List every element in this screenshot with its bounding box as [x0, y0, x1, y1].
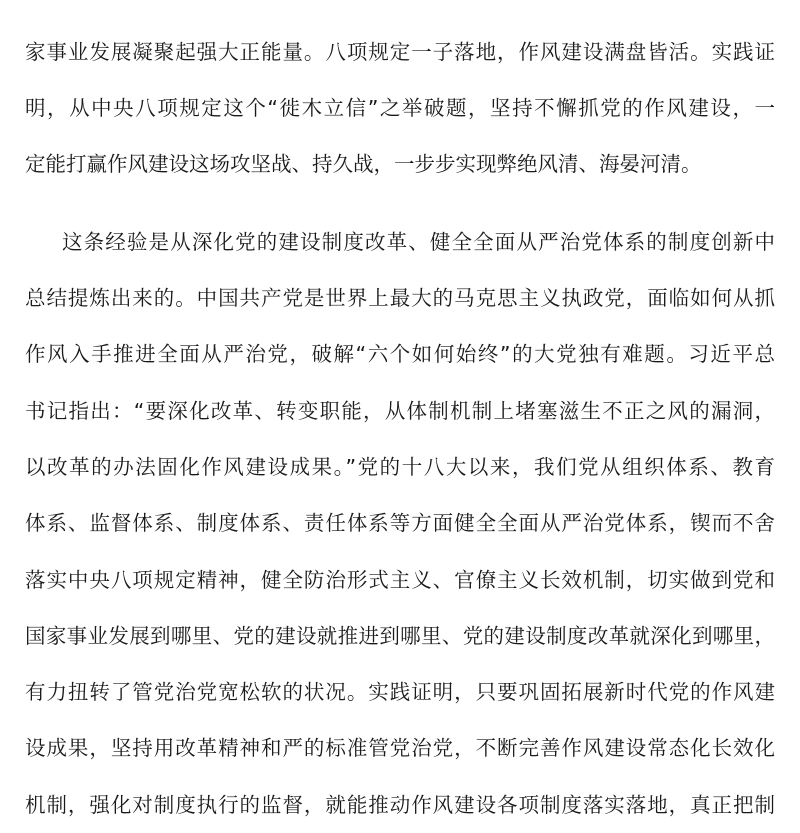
- text-line: 书记指出：“要深化改革、转变职能，从体制机制上堵塞滋生不正之风的漏洞，: [25, 399, 775, 423]
- text-line: 家事业发展凝聚起强大正能量。八项规定一子落地，作风建设满盘皆活。实践证: [25, 40, 775, 64]
- text-line: 设成果，坚持用改革精神和严的标准管党治党，不断完善作风建设常态化长效化: [25, 736, 775, 760]
- text-line: 作风入手推进全面从严治党，破解“六个如何始终”的大党独有难题。习近平总: [25, 342, 775, 366]
- text-line: 国家事业发展到哪里、党的建设就推进到哪里、党的建设制度改革就深化到哪里，: [25, 624, 775, 648]
- text-line: 体系、监督体系、制度体系、责任体系等方面健全全面从严治党体系，锲而不舍: [25, 511, 775, 535]
- text-line: 这条经验是从深化党的建设制度改革、健全全面从严治党体系的制度创新中: [62, 230, 775, 254]
- text-line: 以改革的办法固化作风建设成果。”党的十八大以来，我们党从组织体系、教育: [25, 455, 775, 479]
- text-line: 机制，强化对制度执行的监督，就能推动作风建设各项制度落实落地，真正把制: [25, 793, 775, 817]
- text-line: 落实中央八项规定精神，健全防治形式主义、官僚主义长效机制，切实做到党和: [25, 568, 775, 592]
- text-line: 总结提炼出来的。中国共产党是世界上最大的马克思主义执政党，面临如何从抓: [25, 286, 775, 310]
- text-line: 明，从中央八项规定这个“徙木立信”之举破题，坚持不懈抓党的作风建设，一: [25, 96, 775, 120]
- text-line: 定能打赢作风建设这场攻坚战、持久战，一步步实现弊绝风清、海晏河清。: [25, 152, 702, 176]
- text-line: 有力扭转了管党治党宽松软的状况。实践证明，只要巩固拓展新时代党的作风建: [25, 680, 775, 704]
